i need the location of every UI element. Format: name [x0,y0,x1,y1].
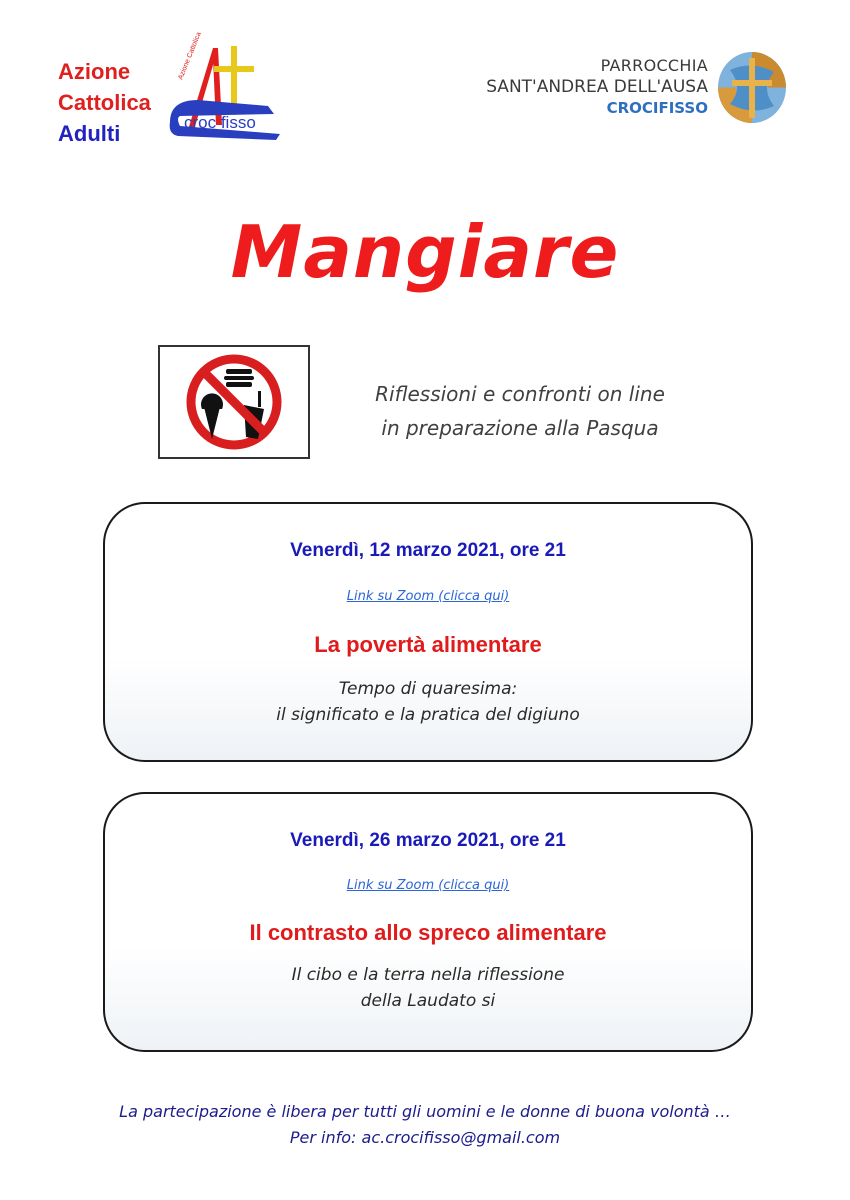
parish-line3: CROCIFISSO [606,99,708,117]
event-date: Venerdì, 12 marzo 2021, ore 21 [290,540,566,561]
footer-line1: La partecipazione è libera per tutti gli uomini e le donne di buona volontà … [119,1102,731,1121]
event-description-line1: Tempo di quaresima: [338,679,518,699]
event-description-line2: il significato e la pratica del digiuno [276,705,580,725]
subtitle-line2: in preparazione alla Pasqua [381,416,659,440]
association-name [58,56,151,149]
no-food-sign [158,345,310,459]
association-line1: Azione [58,59,131,84]
crocifisso-logo [158,30,288,145]
footer [0,1099,850,1151]
parish-line2: SANT'ANDREA DELL'AUSA [486,77,708,97]
subtitle-line1: Riflessioni e confronti on line [375,382,665,406]
no-food-icon [160,347,308,457]
event-date: Venerdì, 26 marzo 2021, ore 21 [290,830,566,851]
event-card-2 [103,792,753,1052]
subtitle [320,377,720,445]
event-description-line1: Il cibo e la terra nella riflessione [291,965,565,985]
event-description-line2: della Laudato si [360,991,496,1011]
event-topic: La povertà alimentare [314,632,542,657]
event-description [105,962,751,1014]
zoom-link[interactable]: Link su Zoom (clicca qui) [346,589,510,604]
parish-name [486,56,708,118]
event-topic: Il contrasto allo spreco alimentare [249,920,607,945]
event-description [105,676,751,728]
parish-logo [716,50,788,125]
page-title: Mangiare [230,210,620,294]
association-line3: Adulti [58,121,121,146]
parish-line1: PARROCCHIA [600,56,708,75]
association-line2: Cattolica [58,90,151,115]
footer-contact: Per info: ac.crocifisso@gmail.com [289,1128,561,1147]
logo-small-text: Azione Cattolica [177,31,203,81]
event-card-1 [103,502,753,762]
zoom-link[interactable]: Link su Zoom (clicca qui) [346,878,510,893]
logo-text: croc fisso [184,113,256,132]
